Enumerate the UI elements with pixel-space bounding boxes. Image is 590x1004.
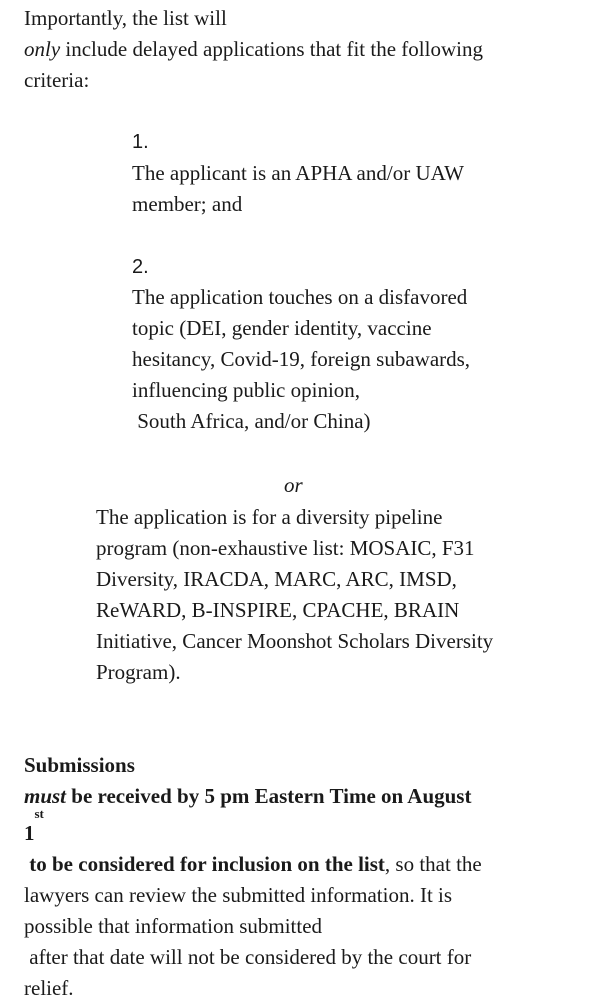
deadline-plain-continuation: , so that the xyxy=(384,852,482,876)
intro-line-2 xyxy=(24,34,483,65)
deadline-bold-continuation: to be considered for inclusion on the list xyxy=(24,852,385,876)
intro-line-1: Importantly, the list will xyxy=(24,6,227,30)
or-separator: or xyxy=(284,473,303,497)
deadline-day-number: 1 xyxy=(24,821,35,845)
deadline-body-line: relief. xyxy=(24,976,74,1000)
criterion-2-line: South Africa, and/or China) xyxy=(132,409,371,433)
criterion-2-line: hesitancy, Covid-19, foreign subawards, xyxy=(132,347,471,371)
criterion-1-line: member; and xyxy=(132,192,243,216)
alternative-criterion-line: Initiative, Cancer Moonshot Scholars Diversity xyxy=(96,629,494,653)
alternative-criterion-line: program (non-exhaustive list: MOSAIC, F31 xyxy=(96,536,475,560)
intro-emphasis: only xyxy=(24,37,61,61)
alternative-criterion-line: ReWARD, B-INSPIRE, CPACHE, BRAIN xyxy=(96,598,460,622)
alternative-criterion-line: Diversity, IRACDA, MARC, ARC, IMSD, xyxy=(96,567,457,591)
deadline-day xyxy=(24,806,44,849)
submissions-heading: Submissions xyxy=(24,753,135,777)
criterion-2-line: topic (DEI, gender identity, vaccine xyxy=(132,316,432,340)
alternative-criterion-line: The application is for a diversity pipeline xyxy=(96,505,443,529)
intro-line-2-text: include delayed applications that fit the following xyxy=(60,37,483,61)
criterion-1-line: The applicant is an APHA and/or UAW xyxy=(132,161,464,185)
deadline-body-line: possible that information submitted xyxy=(24,914,323,938)
criterion-2-number: 2. xyxy=(132,256,149,278)
alternative-criterion-line: Program). xyxy=(96,660,181,684)
deadline-must: must xyxy=(24,784,67,808)
deadline-day-suffix: st xyxy=(34,806,44,821)
deadline-body-line: lawyers can review the submitted information. It is xyxy=(24,883,453,907)
deadline-rest: be received by 5 pm Eastern Time on August xyxy=(66,784,472,808)
deadline-body-line: after that date will not be considered by the court for xyxy=(24,945,472,969)
deadline-continuation xyxy=(24,849,482,880)
intro-line-3: criteria: xyxy=(24,68,90,92)
deadline-line xyxy=(24,781,471,812)
criterion-2-line: The application touches on a disfavored xyxy=(132,285,468,309)
criterion-1-number: 1. xyxy=(132,131,149,153)
criterion-2-line: influencing public opinion, xyxy=(132,378,361,402)
